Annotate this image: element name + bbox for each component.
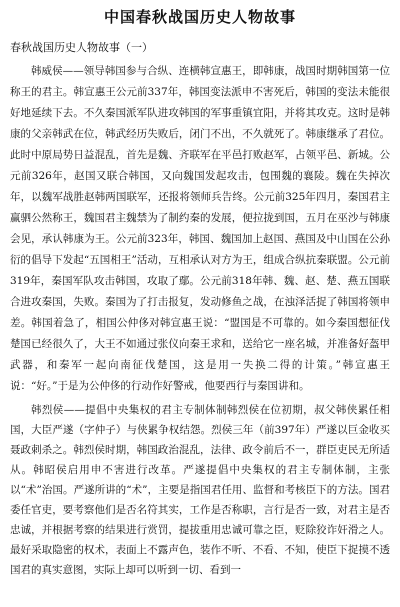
paragraph-han-weihou: 韩威侯——领导韩国参与合纵、连横韩宣惠王，即韩康，战国时期韩国第一位称王的君主。韩宣惠王公元前337年，韩国变法派申不害死后，韩国的变法未能很好地延续下去。不久秦国派军队进攻韩国的军事重镇宜阳，并将其攻克。这时是韩康的父亲韩武在位，韩武经历失败后，闭门不出，不久就死了。韩康继承了君位。此时中原局势日益混乱，首先是魏、齐联军在平邑打败赵军，占领平邑、新城。公元前326年，赵国又联合韩国，又向魏国发起攻击，包围魏的襄陵。魏在失掉次年，以魏军战胜赵韩两国联军，还报将领师兵告终。公元前325年四月，秦国君主赢驷公然称王，魏国君主魏禁为了制约秦的发展，便拉拢到国，五月在巫沙与韩康会见，承认韩康为王。公元前323年，韩国、魏国加上赵国、燕国及中山国在公孙衍的倡导下发起“五国相王”活动，互相承认对方为王，组成合纵抗秦联盟。公元前319年，秦国军队攻击韩国，攻取了鄢。公元前318年韩、魏、赵、楚、燕五国联合进攻秦国，失败。秦国为了打击报复，发动修鱼之战，在浊泽活捉了韩国将领申差。韩国着急了，相国公仲侈对韩宣惠王说：“盟国是不可靠的。如今秦国想征伐楚国已经很久了，大王不如通过张仪向秦王求和，送给它一座名城，并准备好盔甲武器，和秦军一起向南征伐楚国，这是用一失换二得的计策。”韩宣惠王说：“好。”于是为公仲侈的行动作好警戒，他要西行与秦国讲和。 [10, 65, 390, 392]
document-title: 中国春秋战国历史人物故事 [103, 8, 296, 26]
paragraph-han-liehou: 韩烈侯——提倡中央集权的君主专制体制韩烈侯在位初期，叔父韩侠累任相国，大臣严遂（字仲子）与侠累争权结怨。烈侯三年（前397年）严遂以巨金收买聂政刺杀之。韩烈侯时期，韩国政治混乱，法律、政令前后不一，群臣吏民无所适从。韩昭侯启用申不害进行改革。严遂提倡中央集权的君主专制体制，主张以“术”治国。严遂所讲的“术”，主要是指国君任用、监督和考核臣下的方法。国君委任官吏，要考察他们是否名符其实，工作是否称职，言行是否一致，对君主是否忠诚，并根据考察的结果进行赏罚，提拔重用忠诚可靠之臣，贬除狡诈奸滑之人。最好采取隐密的权术，表面上不露声色，装作不听、不看、不知，使臣下捉摸不透国君的真实意图，实际上却可以听到一切、看到一 [10, 404, 390, 576]
document-subtitle: 春秋战国历史人物故事（一） [10, 41, 153, 54]
